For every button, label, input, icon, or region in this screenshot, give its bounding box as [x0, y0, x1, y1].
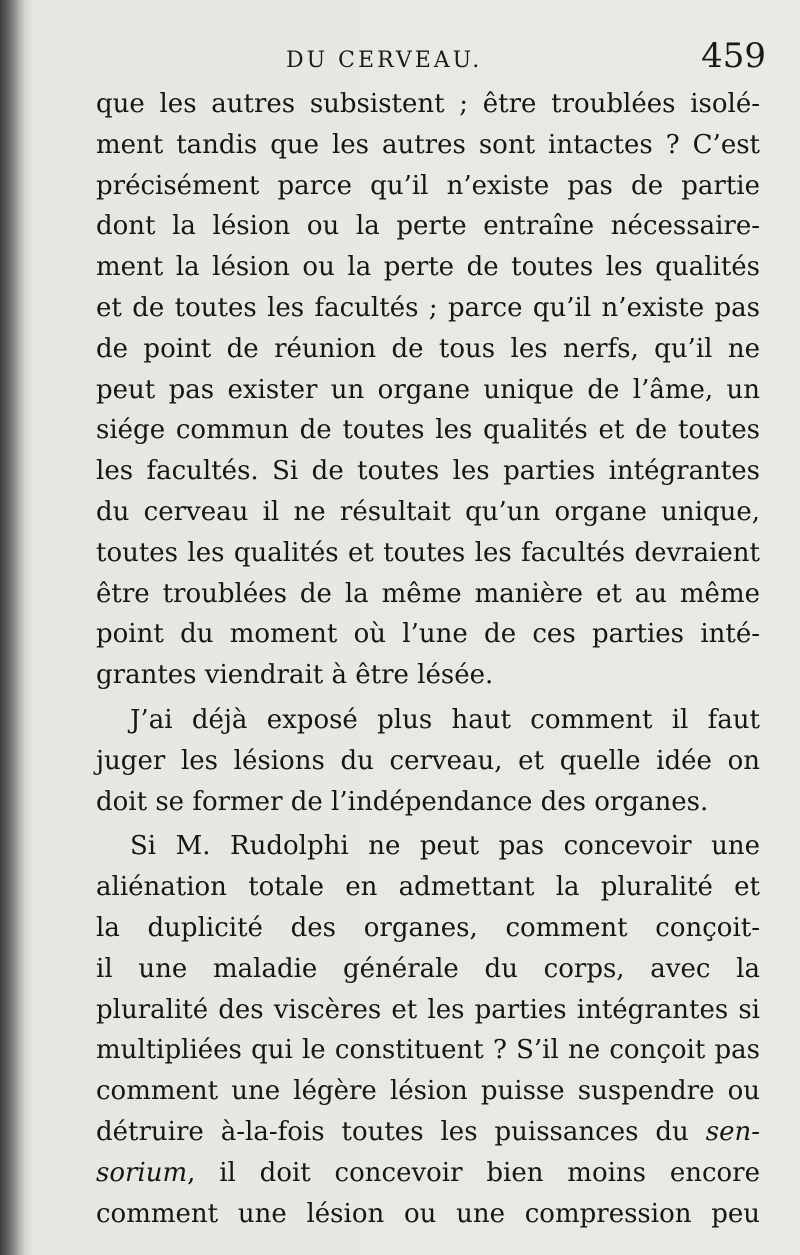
- text-line: ment tandis que les autres sont intactes ? C’est: [96, 129, 760, 160]
- text-segment: détruire à-la-fois toutes les puissances du: [96, 1116, 689, 1147]
- italic-word: sorium: [96, 1157, 188, 1188]
- text-line: [96, 1112, 760, 1153]
- text-line: aliénation totale en admettant la pluralité et: [96, 872, 760, 903]
- binding-shadow: [0, 0, 26, 1255]
- text-line: la duplicité des organes, comment conçoit-: [96, 912, 760, 943]
- text-line: juger les lésions du cerveau, et quelle idée on: [96, 745, 760, 776]
- text-line: et de toutes les facultés ; parce qu’il n’existe pas: [96, 292, 760, 323]
- text-line: les facultés. Si de toutes les parties intégrantes: [96, 456, 760, 487]
- text-line: que les autres subsistent ; être troublées isolé-: [96, 89, 760, 119]
- text-line: J’ai déjà exposé plus haut comment il faut: [130, 704, 760, 735]
- text-line: [96, 1153, 760, 1194]
- text-line: Si M. Rudolphi ne peut pas concevoir une: [130, 831, 760, 862]
- running-head: DU CERVEAU.: [286, 48, 483, 73]
- text-line: peut pas exister un organe unique de l’âme, un: [96, 374, 760, 405]
- italic-word: sen-: [705, 1116, 760, 1147]
- text-line: toutes les qualités et toutes les facultés devraient: [96, 537, 760, 568]
- text-line: doit se former de l’indépendance des organes.: [96, 786, 709, 817]
- text-line: multipliées qui le constituent ? S’il ne conçoit pas: [96, 1035, 760, 1066]
- page-number: 459: [701, 36, 766, 76]
- text-line: ment la lésion ou la perte de toutes les qualités: [96, 252, 760, 283]
- page-header: [96, 36, 766, 86]
- text-line: il une maladie générale du corps, avec la: [96, 953, 760, 984]
- text-line: dont la lésion ou la perte entraîne nécessaire-: [96, 211, 760, 242]
- text-line: de point de réunion de tous les nerfs, qu’il ne: [96, 333, 760, 364]
- text-segment: , il doit concevoir bien moins encore: [187, 1157, 760, 1188]
- text-line: comment une lésion ou une compression peu: [96, 1198, 760, 1229]
- text-line: pluralité des viscères et les parties intégrantes si: [96, 994, 760, 1025]
- body-text: [96, 84, 760, 1234]
- text-line: siége commun de toutes les qualités et de toutes: [96, 415, 760, 446]
- text-line: comment une légère lésion puisse suspendre ou: [96, 1076, 760, 1107]
- text-line: point du moment où l’une de ces parties inté-: [96, 619, 760, 650]
- text-line: grantes viendrait à être lésée.: [96, 660, 494, 691]
- text-line: être troublées de la même manière et au même: [96, 578, 760, 609]
- text-line: précisément parce qu’il n’existe pas de partie: [96, 170, 760, 201]
- text-line: du cerveau il ne résultait qu’un organe unique,: [96, 496, 760, 527]
